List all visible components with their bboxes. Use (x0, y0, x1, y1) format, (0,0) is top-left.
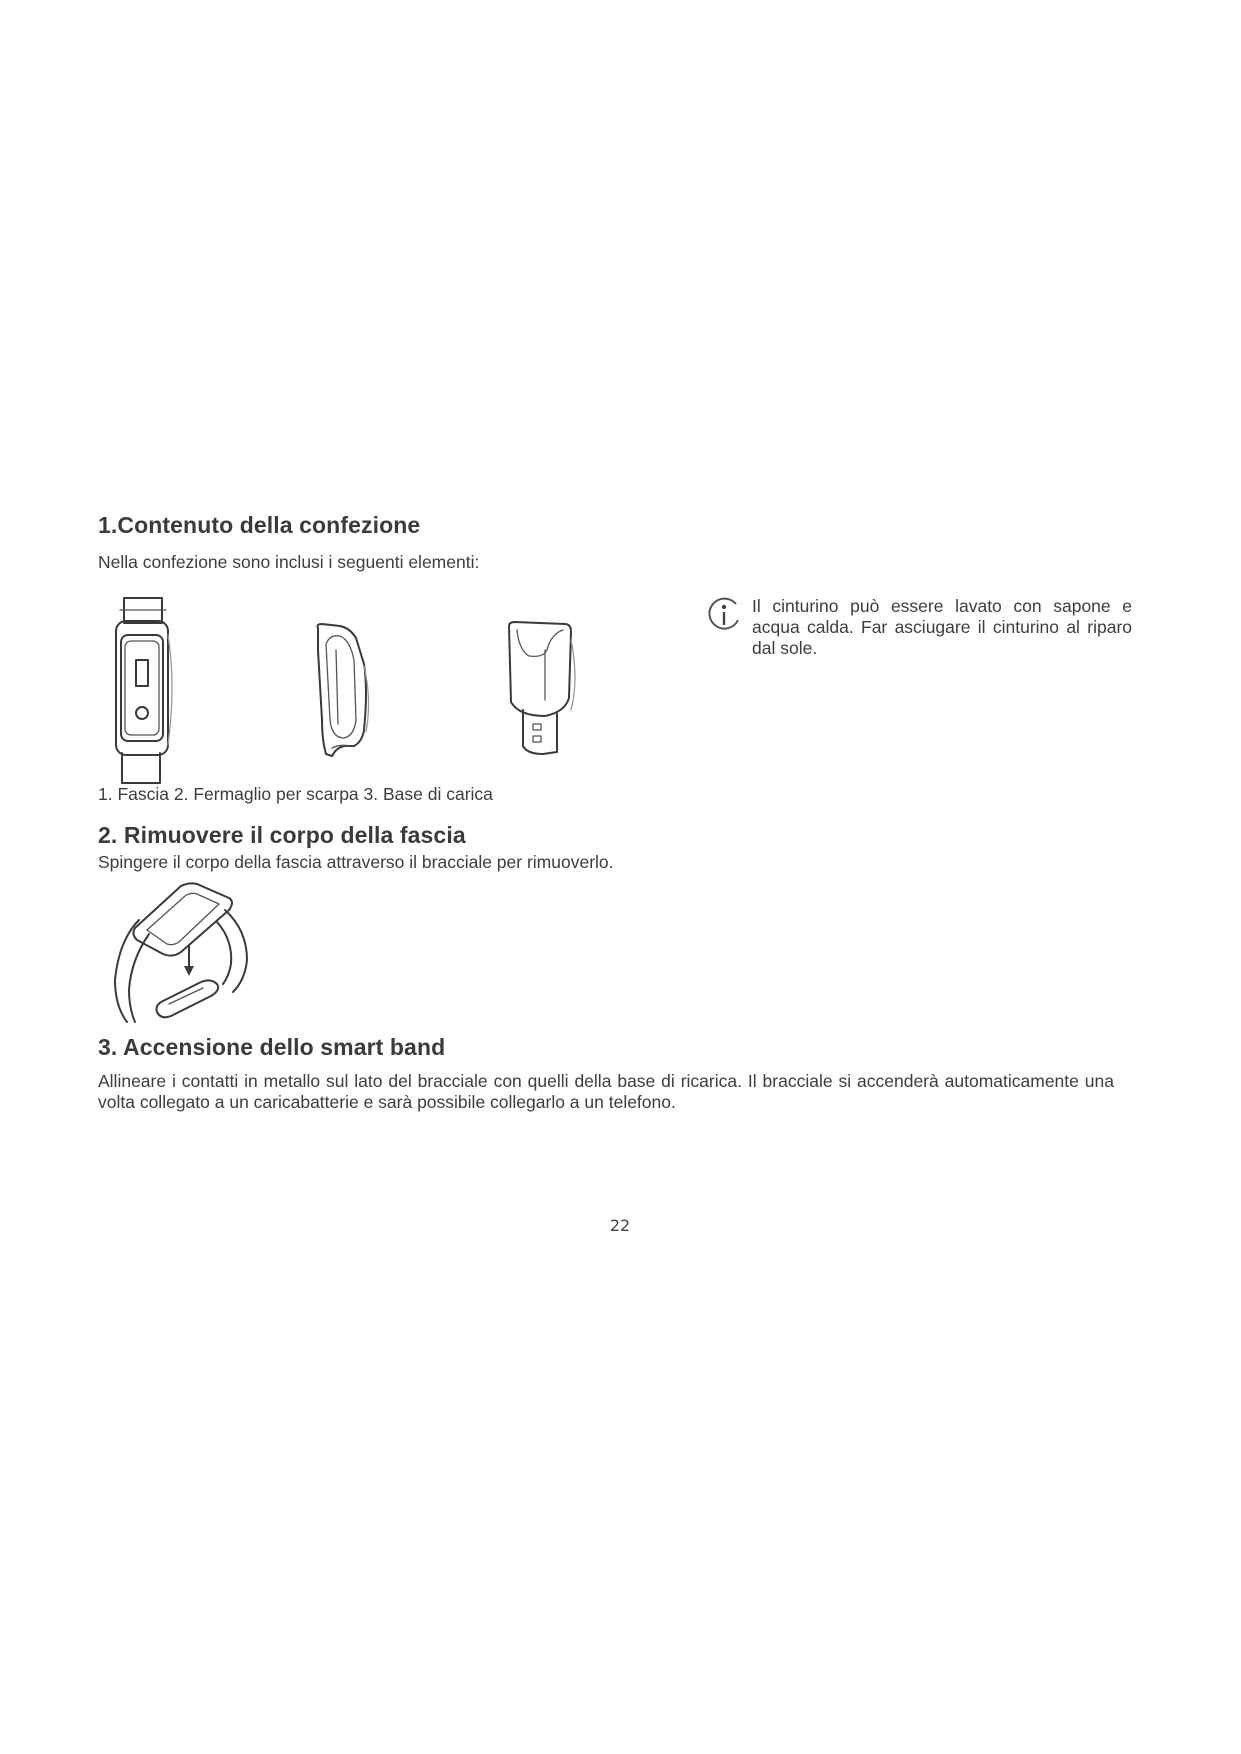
section3-heading: 3. Accensione dello smart band (98, 1034, 446, 1060)
section1-intro: Nella confezione sono inclusi i seguenti elementi: (98, 552, 480, 572)
remove-band-body-illustration (105, 880, 265, 1025)
smart-band-illustration (110, 595, 190, 785)
section3-text: Allineare i contatti in metallo sul lato del bracciale con quelli della base di ricarica. Il bracciale si accenderà automaticamente una volta collegato a un caricabatterie e sarà possibile collegarlo a un telefono. (98, 1071, 1114, 1112)
charging-base-illustration (505, 620, 585, 760)
info-circle-icon (706, 596, 742, 632)
section2-text: Spingere il corpo della fascia attraverso il bracciale per rimuoverlo. (98, 852, 614, 872)
items-caption: 1. Fascia 2. Fermaglio per scarpa 3. Base di carica (98, 784, 493, 804)
page-number: 22 (609, 1216, 631, 1235)
shoe-clip-illustration (310, 620, 380, 760)
wash-note: Il cinturino può essere lavato con sapone e acqua calda. Far asciugare il cinturino al riparo dal sole. (752, 596, 1132, 658)
section1-heading: 1.Contenuto della confezione (98, 512, 421, 538)
section2-heading: 2. Rimuovere il corpo della fascia (98, 822, 466, 848)
